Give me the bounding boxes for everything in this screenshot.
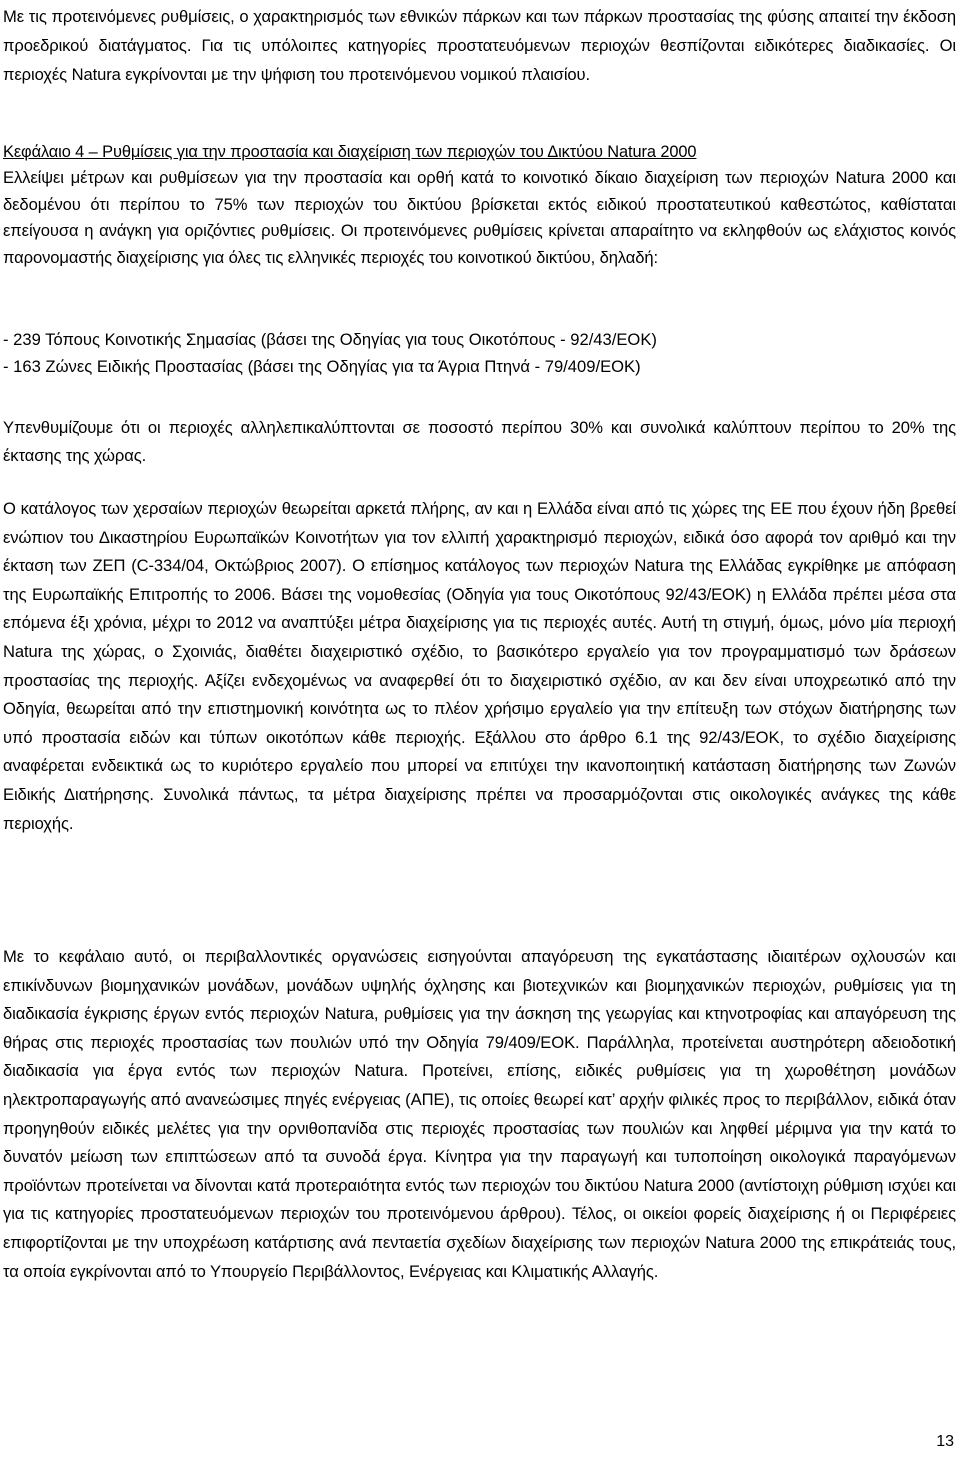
- intro-paragraph: Με τις προτεινόμενες ρυθμίσεις, ο χαρακτηρισμός των εθνικών πάρκων και των πάρκων προστασίας της φύσης απαιτεί την έκδοση προεδρικού διατάγματος. Για τις υπόλοιπες κατηγορίες προστατευόμενων περιοχών θεσπίζονται ειδικότερες διαδικασίες. Οι περιοχές Natura εγκρίνονται με την ψήφιση του προτεινόμενου νομικού πλαισίου.: [3, 7, 956, 84]
- chapter-4-heading: Κεφάλαιο 4 – Ρυθμίσεις για την προστασία και διαχείριση των περιοχών του Δικτύου Natura 2000: [3, 143, 697, 161]
- list-item: - 163 Ζώνες Ειδικής Προστασίας (βάσει της Οδηγίας για τα Άγρια Πτηνά - 79/409/ΕΟΚ): [3, 356, 641, 376]
- chapter-4-body: Ελλείψει μέτρων και ρυθμίσεων για την προστασία και ορθή κατά το κοινοτικό δίκαιο διαχείριση των περιοχών Natura 2000 και δεδομένου ότι περίπου το 75% των περιοχών του δικτύου βρίσκεται εκτός ειδικού προστατευτικού καθεστώτος, καθίσταται επείγουσα η ανάγκη για οριζόντιες ρυθμίσεις. Οι προτεινόμενες ρυθμίσεις κρίνεται απαραίτητο να εκληφθούν ως ελάχιστος κοινός παρονομαστής διαχείρισης για όλες τις ελληνικές περιοχές του κοινοτικού δικτύου, δηλαδή:: [3, 168, 956, 267]
- reminder-paragraph: Υπενθυμίζουμε ότι οι περιοχές αλληλεπικαλύπτονται σε ποσοστό περίπου 30% και συνολικά καλύπτουν περίπου το 20% της έκτασης της χώρας.: [3, 418, 956, 465]
- catalog-paragraph: Ο κατάλογος των χερσαίων περιοχών θεωρείται αρκετά πλήρης, αν και η Ελλάδα είναι από τις χώρες της ΕΕ που έχουν ήδη βρεθεί ενώπιον του Δικαστηρίου Ευρωπαϊκών Κοινοτήτων για τον ελλιπή χαρακτηρισμό περιοχών, ειδικά όσο αφορά τον αριθμό και την έκταση των ΖΕΠ (C-334/04, Οκτώβριος 2007). Ο επίσημος κατάλογος των περιοχών Natura της Ελλάδας εγκρίθηκε με απόφαση της Ευρωπαϊκής Επιτροπής το 2006. Βάσει της νομοθεσίας (Οδηγία για τους Οικοτόπους 92/43/ΕΟΚ) η Ελλάδα πρέπει μέσα στα επόμενα έξι χρόνια, μέχρι το 2012 να αναπτύξει μέτρα διαχείρισης για τις περιοχές αυτές. Αυτή τη στιγμή, όμως, μόνο μία περιοχή Natura της χώρας, ο Σχοινιάς, διαθέτει διαχειριστικό σχέδιο, το βασικότερο εργαλείο για τον προγραμματισμό των δράσεων προστασίας της περιοχής. Αξίζει ενδεχομένως να αναφερθεί ότι το διαχειριστικό σχέδιο, αν και δεν είναι υποχρεωτικό από την Οδηγία, θεωρείται από την επιστημονική κοινότητα ως το πλέον χρήσιμο εργαλείο για την επίτευξη των στόχων διατήρησης των υπό προστασία ειδών και τύπων οικοτόπων κάθε περιοχής. Εξάλλου στο άρθρο 6.1 της 92/43/ΕΟΚ, το σχέδιο διαχείρισης αναφέρεται ενδεικτικά ως το κυριότερο εργαλείο που μπορεί να επιτύχει την ικανοποιητική κατάσταση διατήρησης των Ζωνών Ειδικής Διατήρησης. Συνολικά πάντως, τα μέτρα διαχείρισης πρέπει να προσαρμόζονται στις οικολογικές ανάγκες της κάθε περιοχής.: [3, 499, 956, 833]
- protected-areas-list: [3, 327, 956, 380]
- page-number: 13: [936, 1433, 954, 1450]
- chapter-measures-paragraph: Με το κεφάλαιο αυτό, οι περιβαλλοντικές οργανώσεις εισηγούνται απαγόρευση της εγκατάστασης ιδιαιτέρων οχλουσών και επικίνδυνων βιομηχανικών μονάδων, μονάδων υψηλής όχλησης και βιοτεχνικών και βιομηχανικών περιοχών, ρυθμίσεις για τη διαδικασία έγκρισης έργων εντός περιοχών Natura, ρυθμίσεις για την άσκηση της γεωργίας και κτηνοτροφίας και απαγόρευση της θήρας στις περιοχές προστασίας των πουλιών υπό την Οδηγία 79/409/ΕΟΚ. Παράλληλα, προτείνεται αυστηρότερη αδειοδοτική διαδικασία για έργα εντός των περιοχών Natura. Προτείνει, επίσης, ειδικές ρυθμίσεις για τη χωροθέτηση μονάδων ηλεκτροπαραγωγής από ανανεώσιμες πηγές ενέργειας (ΑΠΕ), τις οποίες θεωρεί κατ’ αρχήν φιλικές προς το περιβάλλον, ειδικά όταν προηγηθούν ειδικές μελέτες για την ορνιθοπανίδα στις περιοχές προστασίας των πουλιών και ληφθεί μέριμνα για την κατά το δυνατόν μείωση των επιπτώσεων από τα συνοδά έργα. Κίνητρα για την παραγωγή και τυποποίηση οικολογικά παραγόμενων προϊόντων προτείνεται να δίνονται κατά προτεραιότητα εντός των περιοχών του δικτύου Natura 2000 (αντίστοιχη ρύθμιση ισχύει και για τις κατηγορίες προστατευόμενων περιοχών του προτεινόμενου άρθρου). Τέλος, οι οικείοι φορείς διαχείρισης ή οι Περιφέρειες επιφορτίζονται με την υποχρέωση κατάρτισης ανά πενταετία σχεδίων διαχείρισης των περιοχών Natura 2000 της επικράτειάς τους, τα οποία εγκρίνονται από το Υπουργείο Περιβάλλοντος, Ενέργειας και Κλιματικής Αλλαγής.: [3, 947, 956, 1281]
- list-item: - 239 Τόπους Κοινοτικής Σημασίας (βάσει της Οδηγίας για τους Οικοτόπους - 92/43/ΕΟΚ): [3, 330, 657, 349]
